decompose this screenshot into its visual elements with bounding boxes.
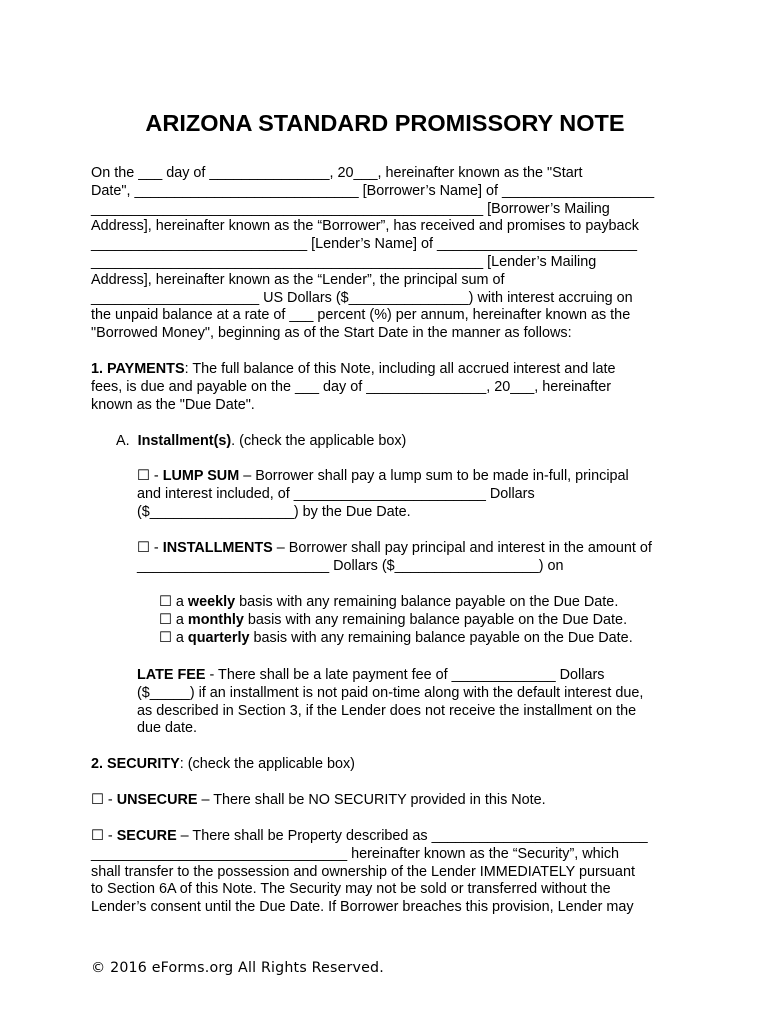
payments-text: known as the "Due Date". [91, 396, 255, 413]
secure-label: SECURE [116, 828, 177, 844]
late-fee-text: due date. [137, 720, 198, 737]
frequency-option-weekly [159, 594, 679, 612]
intro-line: ___________________________ [Lender’s Name] of _________________________ [91, 236, 638, 253]
installments-subsection [116, 433, 676, 451]
lump-sum-text: – Borrower shall pay a lump sum to be made in-full, principal [239, 468, 629, 484]
secure-text: shall transfer to the possession and ownership of the Lender IMMEDIATELY pursuant [91, 863, 635, 880]
late-fee-label: LATE FEE [137, 667, 206, 683]
intro-line: _________________________________________________ [Borrower’s Mailing [91, 200, 610, 217]
frequency-term: monthly [187, 611, 244, 628]
unsecure-label: UNSECURE [116, 792, 198, 808]
payments-heading: 1. PAYMENTS [91, 361, 185, 377]
installments-label: INSTALLMENTS [162, 540, 273, 556]
frequency-options [159, 594, 679, 647]
frequency-text: basis with any remaining balance payable on the Due Date. [235, 594, 619, 610]
late-fee-text: as described in Section 3, if the Lender does not receive the installment on the [137, 702, 637, 719]
lump-sum-option [137, 468, 682, 521]
frequency-text: basis with any remaining balance payable on the Due Date. [243, 611, 628, 628]
payments-section [91, 361, 681, 414]
intro-line: the unpaid balance at a rate of ___ percent (%) per annum, hereinafter known as the [91, 307, 631, 324]
unsecure-option [91, 792, 681, 810]
subsection-prefix: A. [116, 433, 130, 449]
security-heading: 2. SECURITY [91, 756, 180, 772]
lump-sum-text: ($__________________) by the Due Date. [137, 503, 411, 520]
quarterly-checkbox[interactable]: ☐ a [159, 629, 184, 646]
lump-sum-text: and interest included, of ________________________ Dollars [137, 485, 535, 502]
secure-text: to Section 6A of this Note. The Security may not be sold or transferred without the [91, 881, 611, 898]
frequency-option-quarterly [159, 630, 679, 648]
monthly-checkbox[interactable]: ☐ a [159, 611, 184, 628]
late-fee-text: - There shall be a late payment fee of _____________ Dollars [205, 667, 605, 683]
copyright-footer: © 2016 eForms.org All Rights Reserved. [91, 960, 384, 976]
installments-text: ________________________ Dollars ($__________________) on [137, 557, 564, 574]
subsection-heading: Installment(s) [137, 433, 232, 449]
secure-checkbox[interactable]: ☐ - [91, 828, 113, 844]
intro-line: _____________________ US Dollars ($_______________) with interest accruing on [91, 289, 633, 306]
subsection-note: . (check the applicable box) [231, 433, 407, 449]
document-title: ARIZONA STANDARD PROMISSORY NOTE [145, 110, 625, 136]
installments-checkbox[interactable]: ☐ - [137, 540, 159, 556]
secure-option [91, 828, 683, 917]
lump-sum-label: LUMP SUM [162, 468, 240, 484]
intro-line: Address], hereinafter known as the “Lender”, the principal sum of [91, 271, 505, 288]
frequency-text: basis with any remaining balance payable on the Due Date. [249, 629, 633, 646]
intro-line: Date", ____________________________ [Borrower’s Name] of ___________________ [91, 182, 655, 199]
unsecure-checkbox[interactable]: ☐ - [91, 792, 113, 808]
security-section [91, 756, 681, 774]
lump-sum-checkbox[interactable]: ☐ - [137, 468, 159, 484]
security-note: : (check the applicable box) [179, 756, 355, 772]
installments-text: – Borrower shall pay principal and interest in the amount of [272, 540, 652, 556]
intro-line: "Borrowed Money", beginning as of the Start Date in the manner as follows: [91, 325, 572, 342]
intro-paragraph [91, 165, 681, 343]
installments-option [137, 540, 682, 576]
frequency-term: weekly [187, 594, 236, 610]
payments-text: fees, is due and payable on the ___ day of _______________, 20___, hereinafter [91, 378, 612, 395]
secure-text: ________________________________ hereinafter known as the “Security”, which [91, 845, 620, 862]
unsecure-text: – There shall be NO SECURITY provided in this Note. [197, 792, 546, 808]
secure-text: Lender’s consent until the Due Date. If Borrower breaches this provision, Lender may [91, 899, 634, 916]
intro-line: On the ___ day of _______________, 20___, hereinafter known as the "Start [91, 165, 583, 181]
weekly-checkbox[interactable]: ☐ a [159, 594, 184, 610]
late-fee-text: ($_____) if an installment is not paid on-time along with the default interest due, [137, 684, 644, 701]
secure-text: – There shall be Property described as ___________________________ [176, 828, 648, 844]
payments-text: : The full balance of this Note, including all accrued interest and late [184, 361, 616, 377]
intro-line: _________________________________________________ [Lender’s Mailing [91, 253, 597, 270]
late-fee-section [137, 667, 682, 738]
frequency-option-monthly [159, 612, 679, 630]
frequency-term: quarterly [187, 629, 250, 646]
intro-line: Address], hereinafter known as the “Borrower”, has received and promises to payback [91, 218, 639, 235]
